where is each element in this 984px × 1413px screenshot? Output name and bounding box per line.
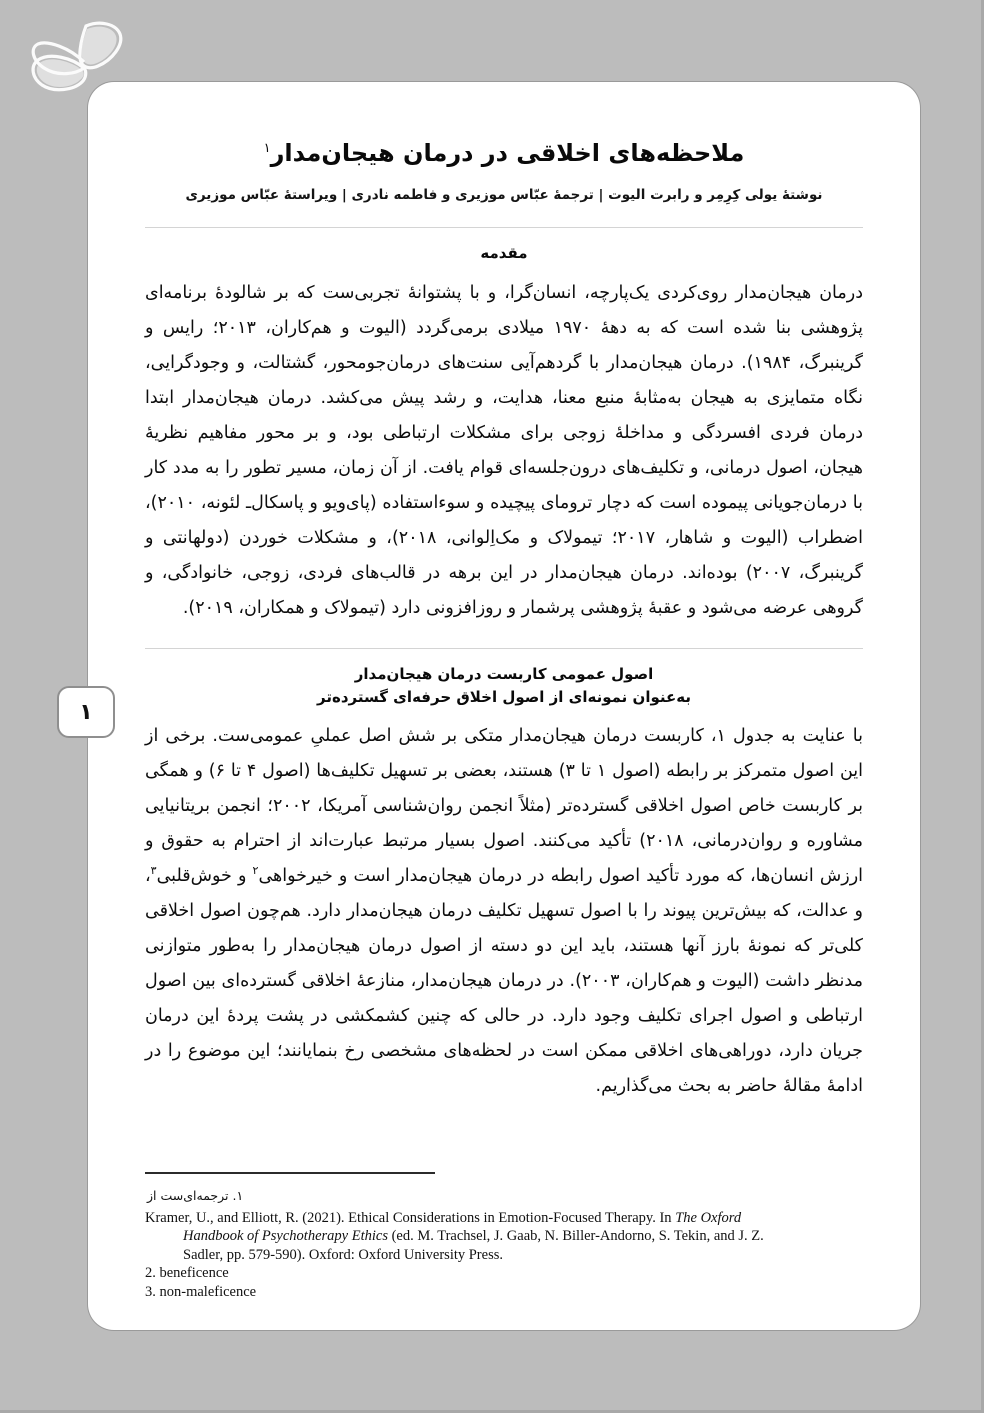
footnote-1-persian: ۱. ترجمه‌ای‌ست از bbox=[147, 1187, 244, 1203]
citation-line-2-italic: Handbook of Psychotherapy Ethics bbox=[183, 1228, 388, 1245]
citation-line-2-text: (ed. M. Trachsel, J. Gaab, N. Biller-Andorno, S. Tekin, and J. Z. bbox=[387, 1228, 764, 1245]
section-heading-principles bbox=[145, 663, 863, 710]
citation-line-3: Sadler, pp. 579-590). Oxford: Oxford University Press. bbox=[183, 1246, 503, 1263]
principles-paragraph bbox=[145, 719, 863, 1104]
footnote-marker-2: ۲ bbox=[252, 864, 259, 878]
principles-part-2: و خوش‌قلبی bbox=[156, 866, 253, 887]
title-footnote-marker: ۱ bbox=[263, 141, 271, 156]
section-heading-line-1: اصول عمومی کاربست درمان هیجان‌مدار bbox=[354, 664, 654, 683]
intro-paragraph: درمان هیجان‌مدار روی‌کردی یک‌پارچه، انسان‌گرا، و با پشتوانهٔ تجربی‌ست که بر شالودهٔ برنامه‌ای پژوهشی بنا شده است که به دههٔ ۱۹۷۰ میلادی برمی‌گردد (الیوت و هم‌کاران، ۲۰۱۳؛ رایس و گرینبرگ، ۱۹۸۴). درمان هیجان‌مدار با گردهم‌آیی سنت‌های درمان‌جومحور، گشتالت، و وجودگرایی، نگاه متمایزی به هیجان به‌مثابهٔ منبع معنا، هدایت، و رشد پیش می‌کشد. درمان هیجان‌مدار ابتدا درمان فردی افسردگی و مداخلهٔ زوجی برای مشکلات ارتباطی بود، و بر محور مفاهیم نظریهٔ هیجان، اصول درمانی، و تکلیف‌های درون‌جلسه‌ای قوام یافت. از آن زمان، مسیر تطور را به مدد کار با درمان‌جویانی پیموده است که دچار ترومای پیچیده و سوءاستفاده (پای‌ویو و پاسکال‌ـ لئونه، ۲۰۱۰)، اضطراب (الیوت و شاهار، ۲۰۱۷؛ تیمولاک و مک‌اِلوانی، ۲۰۱۸)، و مشکلات خوردن (دولهانتی و گرینبرگ، ۲۰۰۷) بوده‌اند. درمان هیجان‌مدار در این برهه در قالب‌های فردی، زوجی، خانوادگی، و گروهی عرضه می‌شود و عقبهٔ پژوهشی پرشمار و روزافزونی دارد (تیمولاک و همکاران، ۲۰۱۹). bbox=[145, 282, 863, 618]
principles-part-1: با عنایت به جدول ۱، کاربست درمان هیجان‌مدار متکی بر شش اصل عملیِ عمومی‌ست. برخی از این اصول متمرکز بر رابطه (اصول ۱ تا ۳) هستند، بعضی بر تسهیل تکلیف‌ها (اصول ۴ تا ۶) و همگی بر کاربست خاص اصول اخلاقی گسترده‌تر (مثلاً انجمن روان‌شناسی آمریکا، ۲۰۰۲؛ انجمن بریتانیایی مشاوره و روان‌درمانی، ۲۰۱۸) تأکید می‌کنند. اصول بسیار مرتبط عبارت‌اند از احترام به حقوق و ارزش انسان‌ها، که مورد تأکید اصول رابطه در درمان هیجان‌مدار است و خیرخواهی bbox=[145, 726, 864, 887]
footnote-3: 3. non-maleficence bbox=[145, 1284, 257, 1301]
citation-line-1 bbox=[145, 1209, 861, 1228]
principles-part-3: ، و عدالت، که بیش‌ترین پیوند را با اصول تسهیل تکلیف درمان هیجان‌مدار دارد. هم‌چون اصول اخلاقی کلی‌تر که نمونهٔ بارز آنها هستند، باید این دو دسته از اصول درمان هیجان‌مدار را به‌طور متوازنی مدنظر داشت (الیوت و هم‌کاران، ۲۰۰۳). در درمان هیجان‌مدار، منازعهٔ اخلاقی گسترده‌ای بین اصول ارتباطی و اصول اجرای تکلیف وجود دارد. در حالی که چنین کشمکشی در پشت پردهٔ این درمان جریان دارد، دوراهی‌های اخلاقی ممکن است در لحظه‌های مشخصی رخ بنمایانند؛ این موضوع را در ادامهٔ مقالهٔ حاضر به بحث می‌گذاریم. bbox=[145, 866, 863, 1097]
page-title bbox=[145, 138, 863, 169]
citation-line-1-italic: The Oxford bbox=[675, 1209, 742, 1226]
section-heading-line-2: به‌عنوان نمونه‌ای از اصول اخلاق حرفه‌ای گسترده‌تر bbox=[317, 687, 691, 706]
document-page bbox=[88, 82, 920, 1330]
footnote-separator-rule bbox=[145, 1172, 435, 1174]
page-title-text: ملاحظه‌های اخلاقی در درمان هیجان‌مدار bbox=[270, 139, 745, 167]
byline: نوشتهٔ یولی کِرِمِر و رابرت الیوت | ترجمهٔ عبّاس موزیری و فاطمه نادری | ویراستهٔ عبّاس موزیری bbox=[185, 187, 823, 204]
page-number-badge: ۱ bbox=[57, 686, 115, 738]
footnote-marker-3: ۳ bbox=[150, 864, 157, 878]
page-content bbox=[145, 122, 863, 1308]
footnote-2: 2. beneficence bbox=[145, 1265, 229, 1282]
section-heading-intro: مقدمه bbox=[480, 244, 528, 263]
divider-rule-top bbox=[145, 227, 863, 228]
divider-rule-middle bbox=[145, 648, 863, 649]
footnote-1-citation bbox=[145, 1209, 863, 1265]
footnote-block bbox=[145, 1172, 863, 1302]
citation-line-1-text: Kramer, U., and Elliott, R. (2021). Ethical Considerations in Emotion-Focused Therapy. In bbox=[145, 1209, 676, 1226]
citation-line-2 bbox=[145, 1227, 861, 1246]
footnote-rule-wrap bbox=[145, 1172, 863, 1174]
